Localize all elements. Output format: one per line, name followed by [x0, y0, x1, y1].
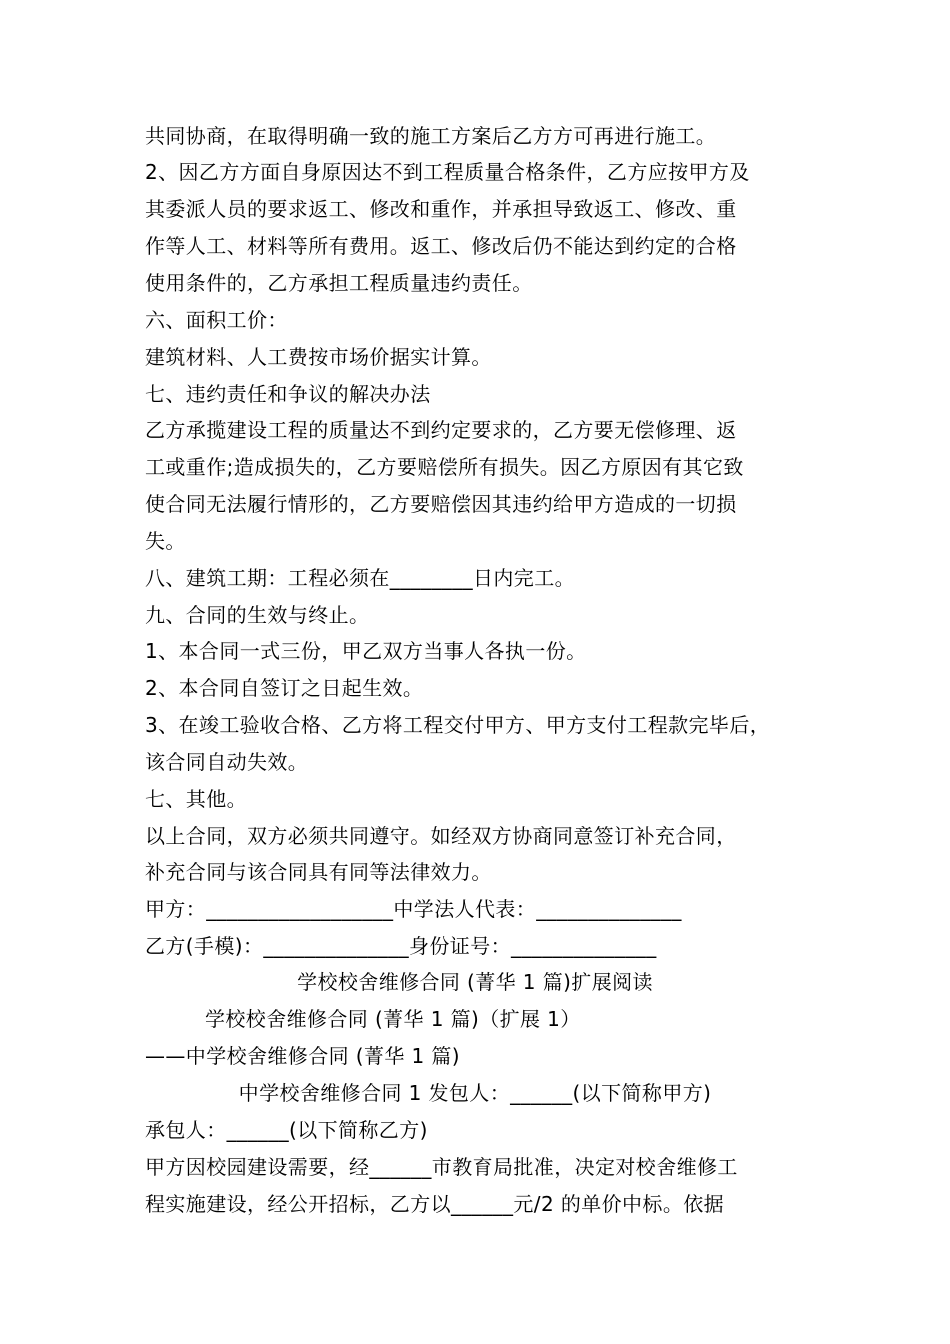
text-line: 使合同无法履行情形的，乙方要赔偿因其违约给甲方造成的一切损: [145, 492, 737, 516]
text-line: 其委派人员的要求返工、修改和重作，并承担导致返工、修改、重: [145, 197, 737, 221]
text-line: 工或重作;造成损失的，乙方要赔偿所有损失。因乙方原因有其它致: [145, 455, 744, 479]
text-line: 失。: [145, 529, 186, 553]
extended-reading-title: 学校校舍维修合同 (菁华 1 篇)扩展阅读: [297, 970, 653, 994]
text-line: 该合同自动失效。: [145, 750, 309, 774]
text-line: 3、在竣工验收合格、乙方将工程交付甲方、甲方支付工程款完毕后，: [145, 713, 771, 737]
contract-title: 中学校舍维修合同 1 发包人：______(以下简称甲方): [238, 1081, 712, 1105]
text-line: 2、本合同自签订之日起生效。: [145, 676, 424, 700]
signature-line-party-a: 甲方：__________________中学法人代表：______________: [145, 897, 682, 921]
text-line: 1、本合同一式三份，甲乙双方当事人各执一份。: [145, 639, 587, 663]
text-line: 补充合同与该合同具有同等法律效力。: [145, 860, 492, 884]
text-line: 共同协商，在取得明确一致的施工方案后乙方方可再进行施工。: [145, 124, 717, 148]
text-line: 承包人：______(以下简称乙方): [145, 1118, 428, 1142]
section-heading: 八、建筑工期：工程必须在________日内完工。: [145, 566, 575, 590]
extended-reading-subtitle: 学校校舍维修合同 (菁华 1 篇)（扩展 1）: [205, 1007, 581, 1031]
text-line: 以上合同，双方必须共同遵守。如经双方协商同意签订补充合同，: [145, 824, 737, 848]
section-heading: 七、其他。: [145, 787, 247, 811]
section-heading: 九、合同的生效与终止。: [145, 603, 370, 627]
text-line: 程实施建设，经公开招标，乙方以______元/2 的单价中标。依据: [145, 1192, 725, 1216]
section-heading: 六、面积工价：: [145, 308, 288, 332]
text-line: 2、因乙方方面自身原因达不到工程质量合格条件，乙方应按甲方及: [145, 160, 750, 184]
text-line: 乙方承揽建设工程的质量达不到约定要求的，乙方要无偿修理、返: [145, 418, 737, 442]
section-heading: 七、违约责任和争议的解决办法: [145, 382, 431, 406]
text-line: 作等人工、材料等所有费用。返工、修改后仍不能达到约定的合格: [145, 234, 737, 258]
text-line: 使用条件的，乙方承担工程质量违约责任。: [145, 271, 533, 295]
text-line: 甲方因校园建设需要，经______市教育局批准，决定对校舍维修工: [145, 1155, 738, 1179]
text-line: ——中学校舍维修合同 (菁华 1 篇): [145, 1044, 461, 1068]
signature-line-party-b: 乙方(手模)：______________身份证号：______________: [145, 934, 657, 958]
text-line: 建筑材料、人工费按市场价据实计算。: [145, 345, 492, 369]
